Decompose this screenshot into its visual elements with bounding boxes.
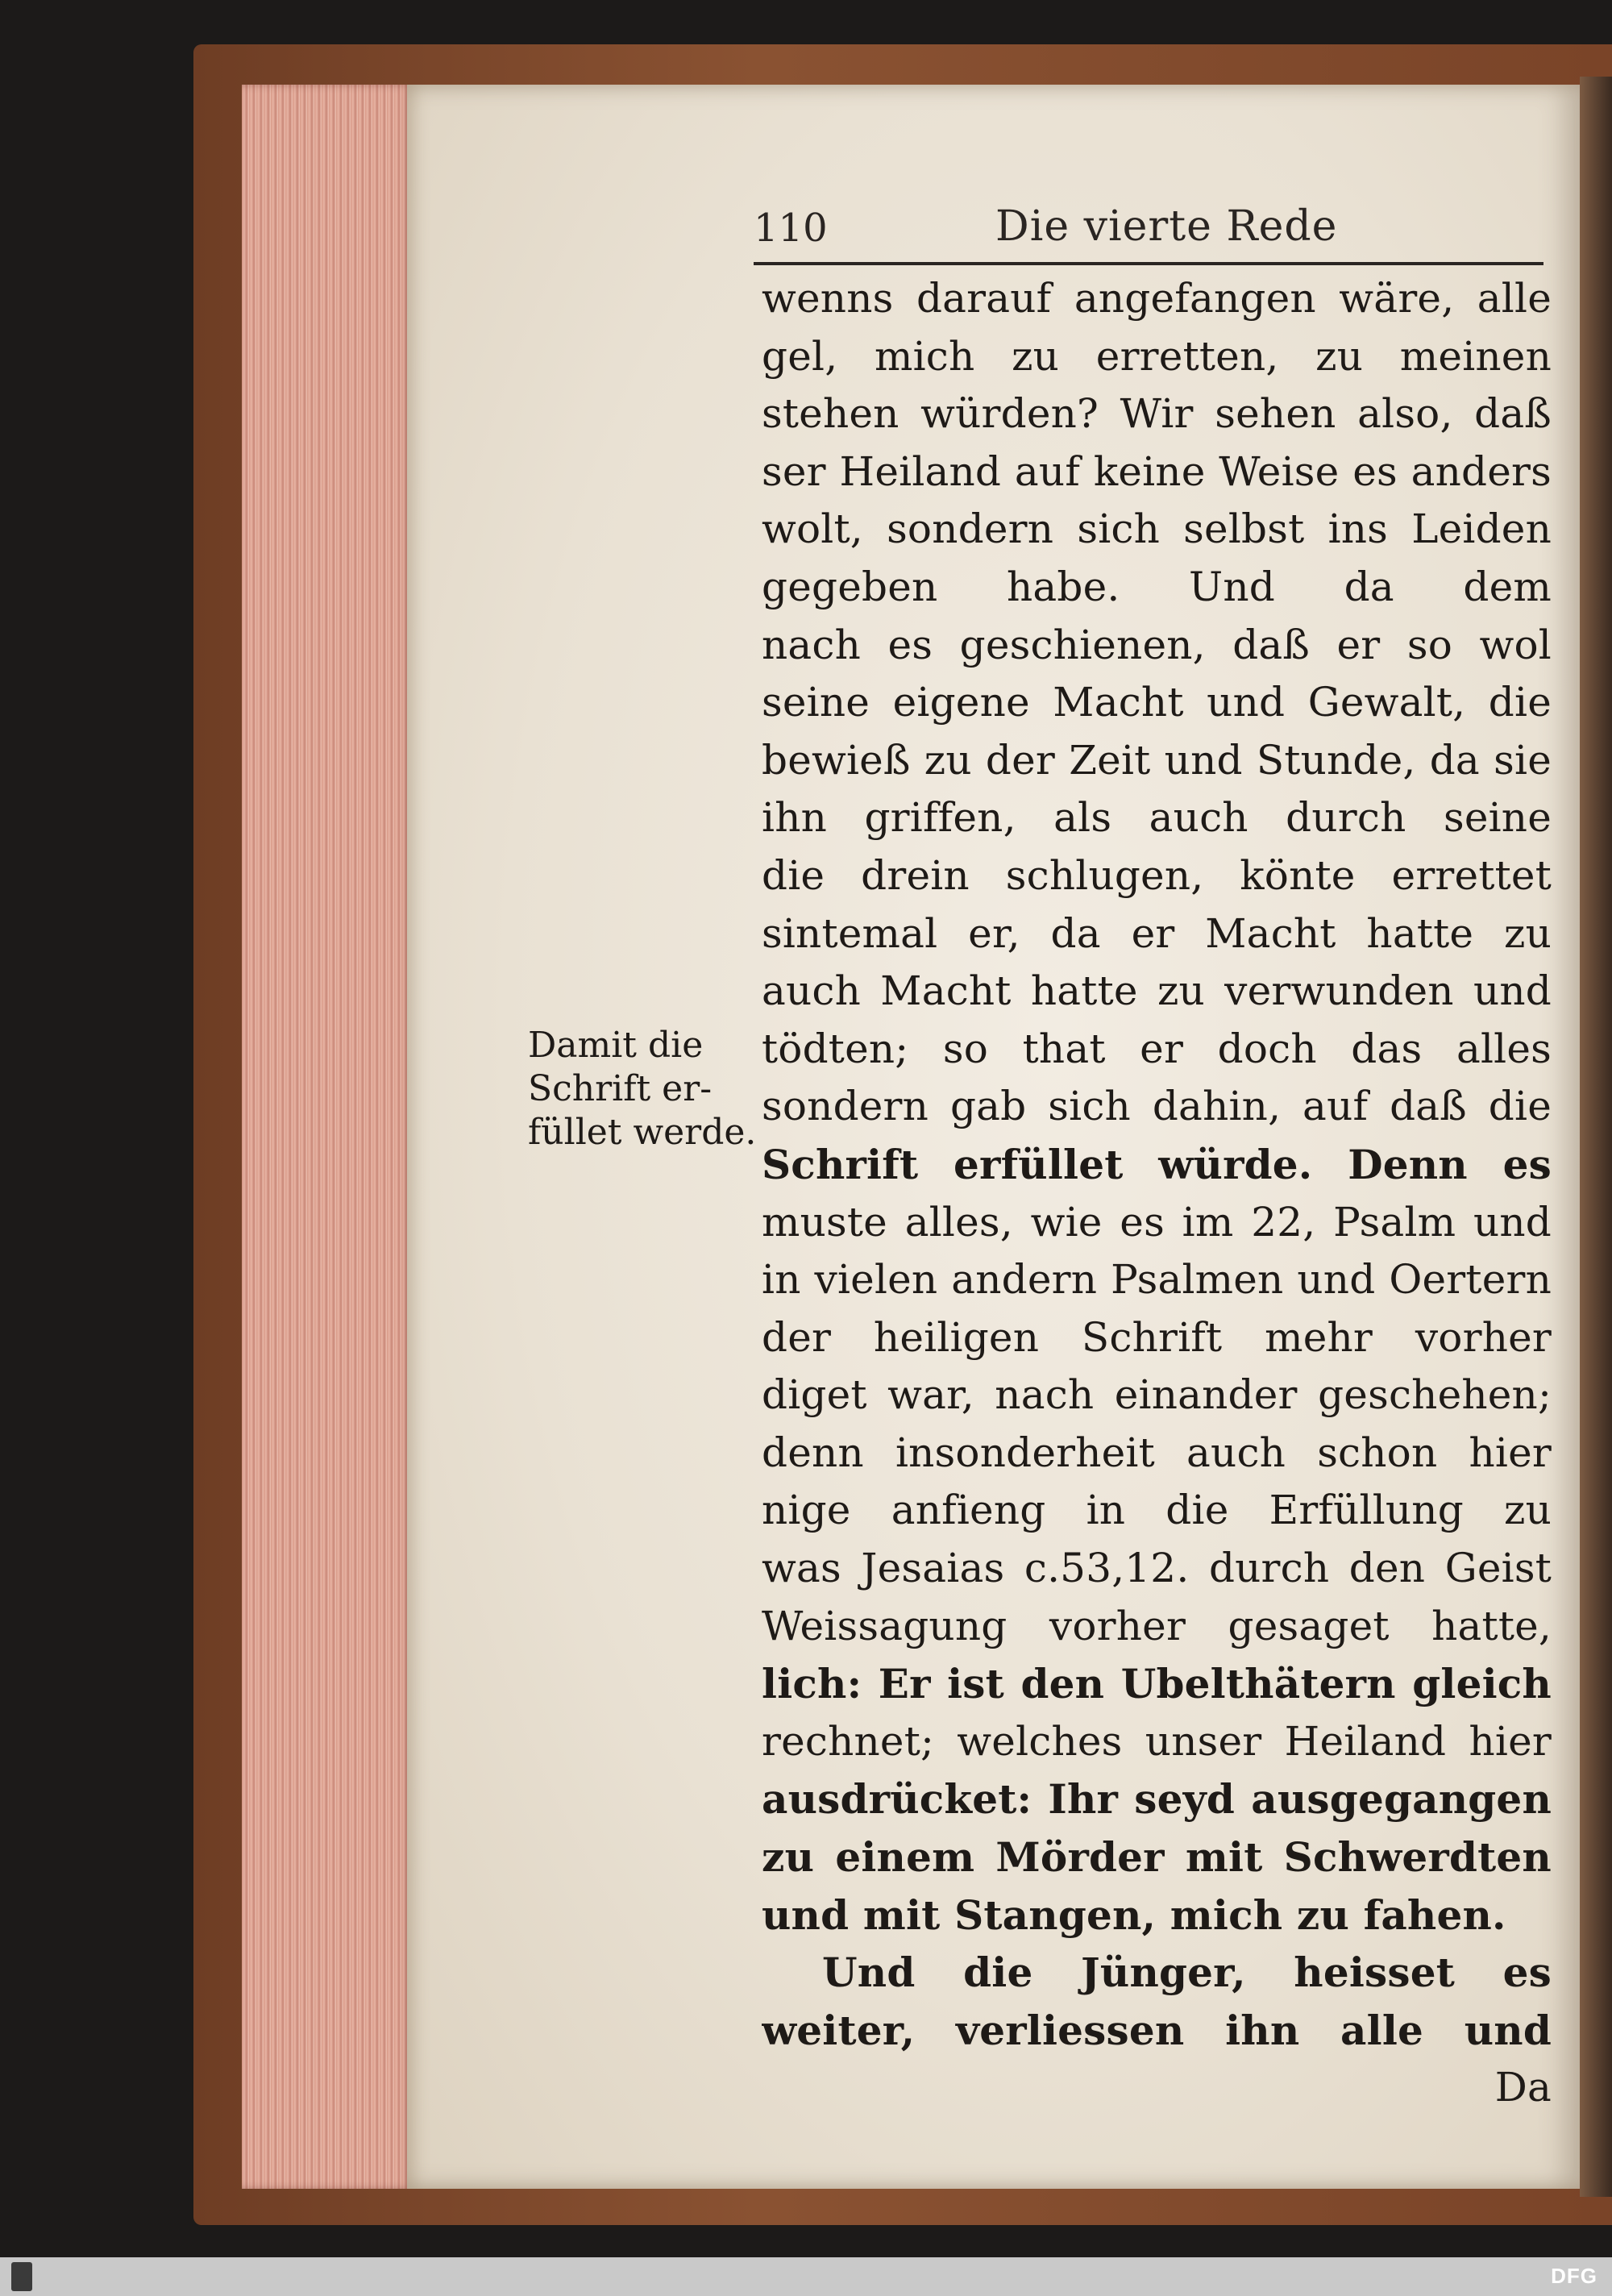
text-line: ser Heiland auf keine Weise es anders [762, 447, 1552, 495]
page-edges [242, 85, 413, 2189]
text-line: auch Macht hatte zu verwunden und [762, 967, 1552, 1015]
text-line: was Jesaias c.53,12. durch den Geist [762, 1545, 1552, 1592]
text-line: wolt, sondern sich selbst ins Leiden [762, 505, 1552, 553]
text-line: Schrift erfüllet würde. Denn es [762, 1140, 1552, 1188]
viewer-footer [0, 2257, 1612, 2296]
text-line: ihn griffen, als auch durch seine [762, 794, 1552, 842]
text-line: stehen würden? Wir sehen also, daß [762, 390, 1552, 438]
margin-note [528, 1024, 762, 1154]
text-line: tödten; so that er doch das alles [762, 1025, 1552, 1072]
text-line: sintemal er, da er Macht hatte zu [762, 909, 1552, 957]
text-line: in vielen andern Psalmen und Oertern [762, 1256, 1552, 1304]
library-logo-icon [11, 2262, 32, 2291]
next-page-edge [1580, 77, 1612, 2197]
text-line: Und die Jünger, heisset es [822, 1949, 1552, 1997]
text-line: denn insonderheit auch schon hier [762, 1429, 1552, 1476]
text-line: Weissagung vorher gesaget hatte, [762, 1602, 1552, 1649]
text-line: weiter, verliessen ihn alle und [762, 2006, 1552, 2054]
margin-note-line: füllet werde. [528, 1112, 757, 1153]
text-line: sondern gab sich dahin, auf daß die [762, 1083, 1552, 1130]
text-line: lich: Er ist den Ubelthätern gleich [762, 1660, 1552, 1708]
text-line: rechnet; welches unser Heiland hier [762, 1717, 1552, 1765]
text-line: muste alles, wie es im 22, Psalm und [762, 1198, 1552, 1246]
margin-note-line: Schrift er- [528, 1068, 713, 1109]
running-head: Die vierte Rede [995, 202, 1338, 251]
body-text [762, 270, 1552, 2117]
dfg-logo: DFG [1551, 2264, 1597, 2288]
page-header [754, 198, 1543, 265]
text-line: der heiligen Schrift mehr vorher [762, 1313, 1552, 1361]
text-line: zu einem Mörder mit Schwerdten [762, 1833, 1552, 1882]
text-line: und mit Stangen, mich zu fahen. [762, 1890, 1506, 1939]
text-line: seine eigene Macht und Gewalt, die [762, 679, 1552, 726]
text-line: diget war, nach einander geschehen; [762, 1371, 1552, 1419]
text-line: nach es geschienen, daß er so wol [762, 621, 1552, 668]
text-line: nige anfieng in die Erfüllung zu [762, 1487, 1552, 1534]
text-line: wenns darauf angefangen wäre, alle [762, 275, 1552, 322]
margin-note-line: Damit die [528, 1025, 704, 1066]
text-line: bewieß zu der Zeit und Stunde, da sie [762, 736, 1552, 784]
page-number: 110 [754, 206, 828, 251]
text-line: die drein schlugen, könte errettet [762, 851, 1552, 899]
text-line: ausdrücket: Ihr seyd ausgegangen [762, 1775, 1552, 1824]
catchword: Da [1494, 2064, 1552, 2111]
text-line: gegeben habe. Und da dem [762, 563, 1552, 610]
text-line: gel, mich zu erretten, zu meinen [762, 332, 1552, 380]
